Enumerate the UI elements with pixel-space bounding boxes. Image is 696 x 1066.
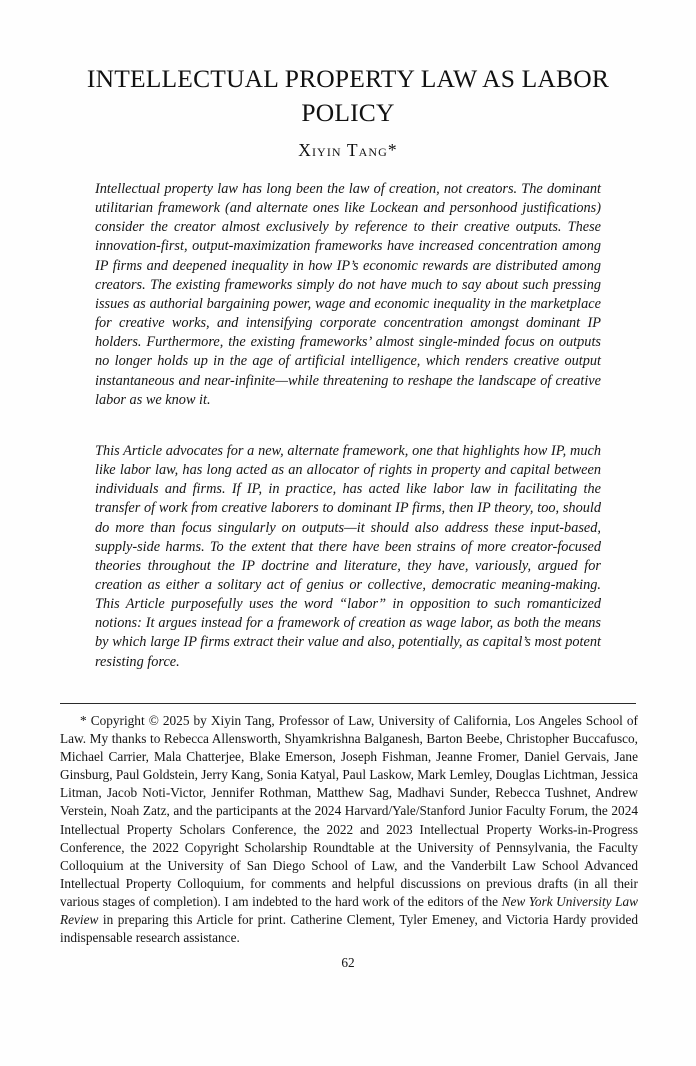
page-title: INTELLECTUAL PROPERTY LAW AS LABOR POLICY: [86, 64, 610, 127]
footnote-text-part-1: Copyright © 2025 by Xiyin Tang, Professor of Law, University of California, Los Angeles School of Law. My thanks to Rebecca Allensworth, Shyamkrishna Balganesh, Barton Beebe, Christopher Buccafusco, Michael Carrier, Mala Chatterjee, Blake Emerson, Joseph Fishman, Jeanne Fromer, Daniel Gervais, Jane Ginsburg, Paul Goldstein, Jerry Kang, Sonia Katyal, Paul Laskow, Mark Lemley, Douglas Lichtman, Jessica Litman, Jacob Noti-Victor, Jennifer Rothman, Matthew Sag, Madhavi Sunder, Rebecca Tushnet, Andrew Verstein, Noah Zatz, and the participants at the 2024 Harvard/Yale/Stanford Junior Faculty Forum, the 2024 Intellectual Property Scholars Conference, the 2022 and 2023 Intellectual Property Works-in-Progress Conference, the 2022 Copyright Scholarship Roundtable at the University of Pennsylvania, the Faculty Colloquium at the University of San Diego School of Law, and the Vanderbilt Law School Advanced Intellectual Property Colloquium, for comments and helpful discussions on previous drafts (in all their various stages of completion). I am indebted to the hard work of the editors of the: [60, 713, 638, 909]
page-number: 62: [341, 955, 355, 970]
abstract-paragraph-1: Intellectual property law has long been the law of creation, not creators. The dominant utilitarian framework (and alternate ones like Lockean and personhood justifications) consider the creator almost exclusively by reference to their creative outputs. These innovation-first, output-maximization frameworks have increased concentration among IP firms and deepened inequality in how IP’s economic rewards are distributed among creators. The existing frameworks simply do not have much to say about such pressing issues as authorial bargaining power, wage and economic inequality in the marketplace for creative works, and intensifying corporate concentration amongst dominant IP holders. Furthermore, the existing frameworks’ almost single-minded focus on outputs no longer holds up in the age of artificial intelligence, which renders creative output instantaneous and near-infinite—while threatening to reshape the landscape of creative labor as we know it.: [95, 181, 601, 408]
footnote-block: [60, 712, 638, 947]
footnote-separator-rule: [60, 703, 636, 704]
footnote-text-part-2: in preparing this Article for print. Catherine Clement, Tyler Emeney, and Victoria Hardy provided indispensable research assistance.: [60, 912, 638, 946]
title-block: [60, 62, 636, 130]
abstract-paragraph-2: This Article advocates for a new, alternate framework, one that highlights how IP, much like labor law, has long acted as an allocator of rights in property and capital between individuals and firms. If IP, in practice, has acted like labor law in facilitating the transfer of work from creative laborers to dominant IP firms, then IP theory, too, should do more than focus singularly on outputs—it should also address these input-based, supply-side harms. To the extent that there have been strains of more creator-focused theories throughout the IP doctrine and literature, they have, variously, argued for creation as either a solitary act of genius or collective, democratic meaning-making. This Article purposefully uses the word “labor” in opposition to such romanticized notions: It argues instead for a framework of creation as wage labor, as both the means by which large IP firms extract their value and also, potentially, as capital’s most potent resisting force.: [95, 442, 601, 670]
author-byline: Xiyin Tang*: [298, 140, 398, 160]
footnote-marker: *: [80, 713, 91, 728]
abstract-section: [95, 180, 601, 672]
footnote-journal-name: New York University Law Review: [60, 893, 639, 928]
